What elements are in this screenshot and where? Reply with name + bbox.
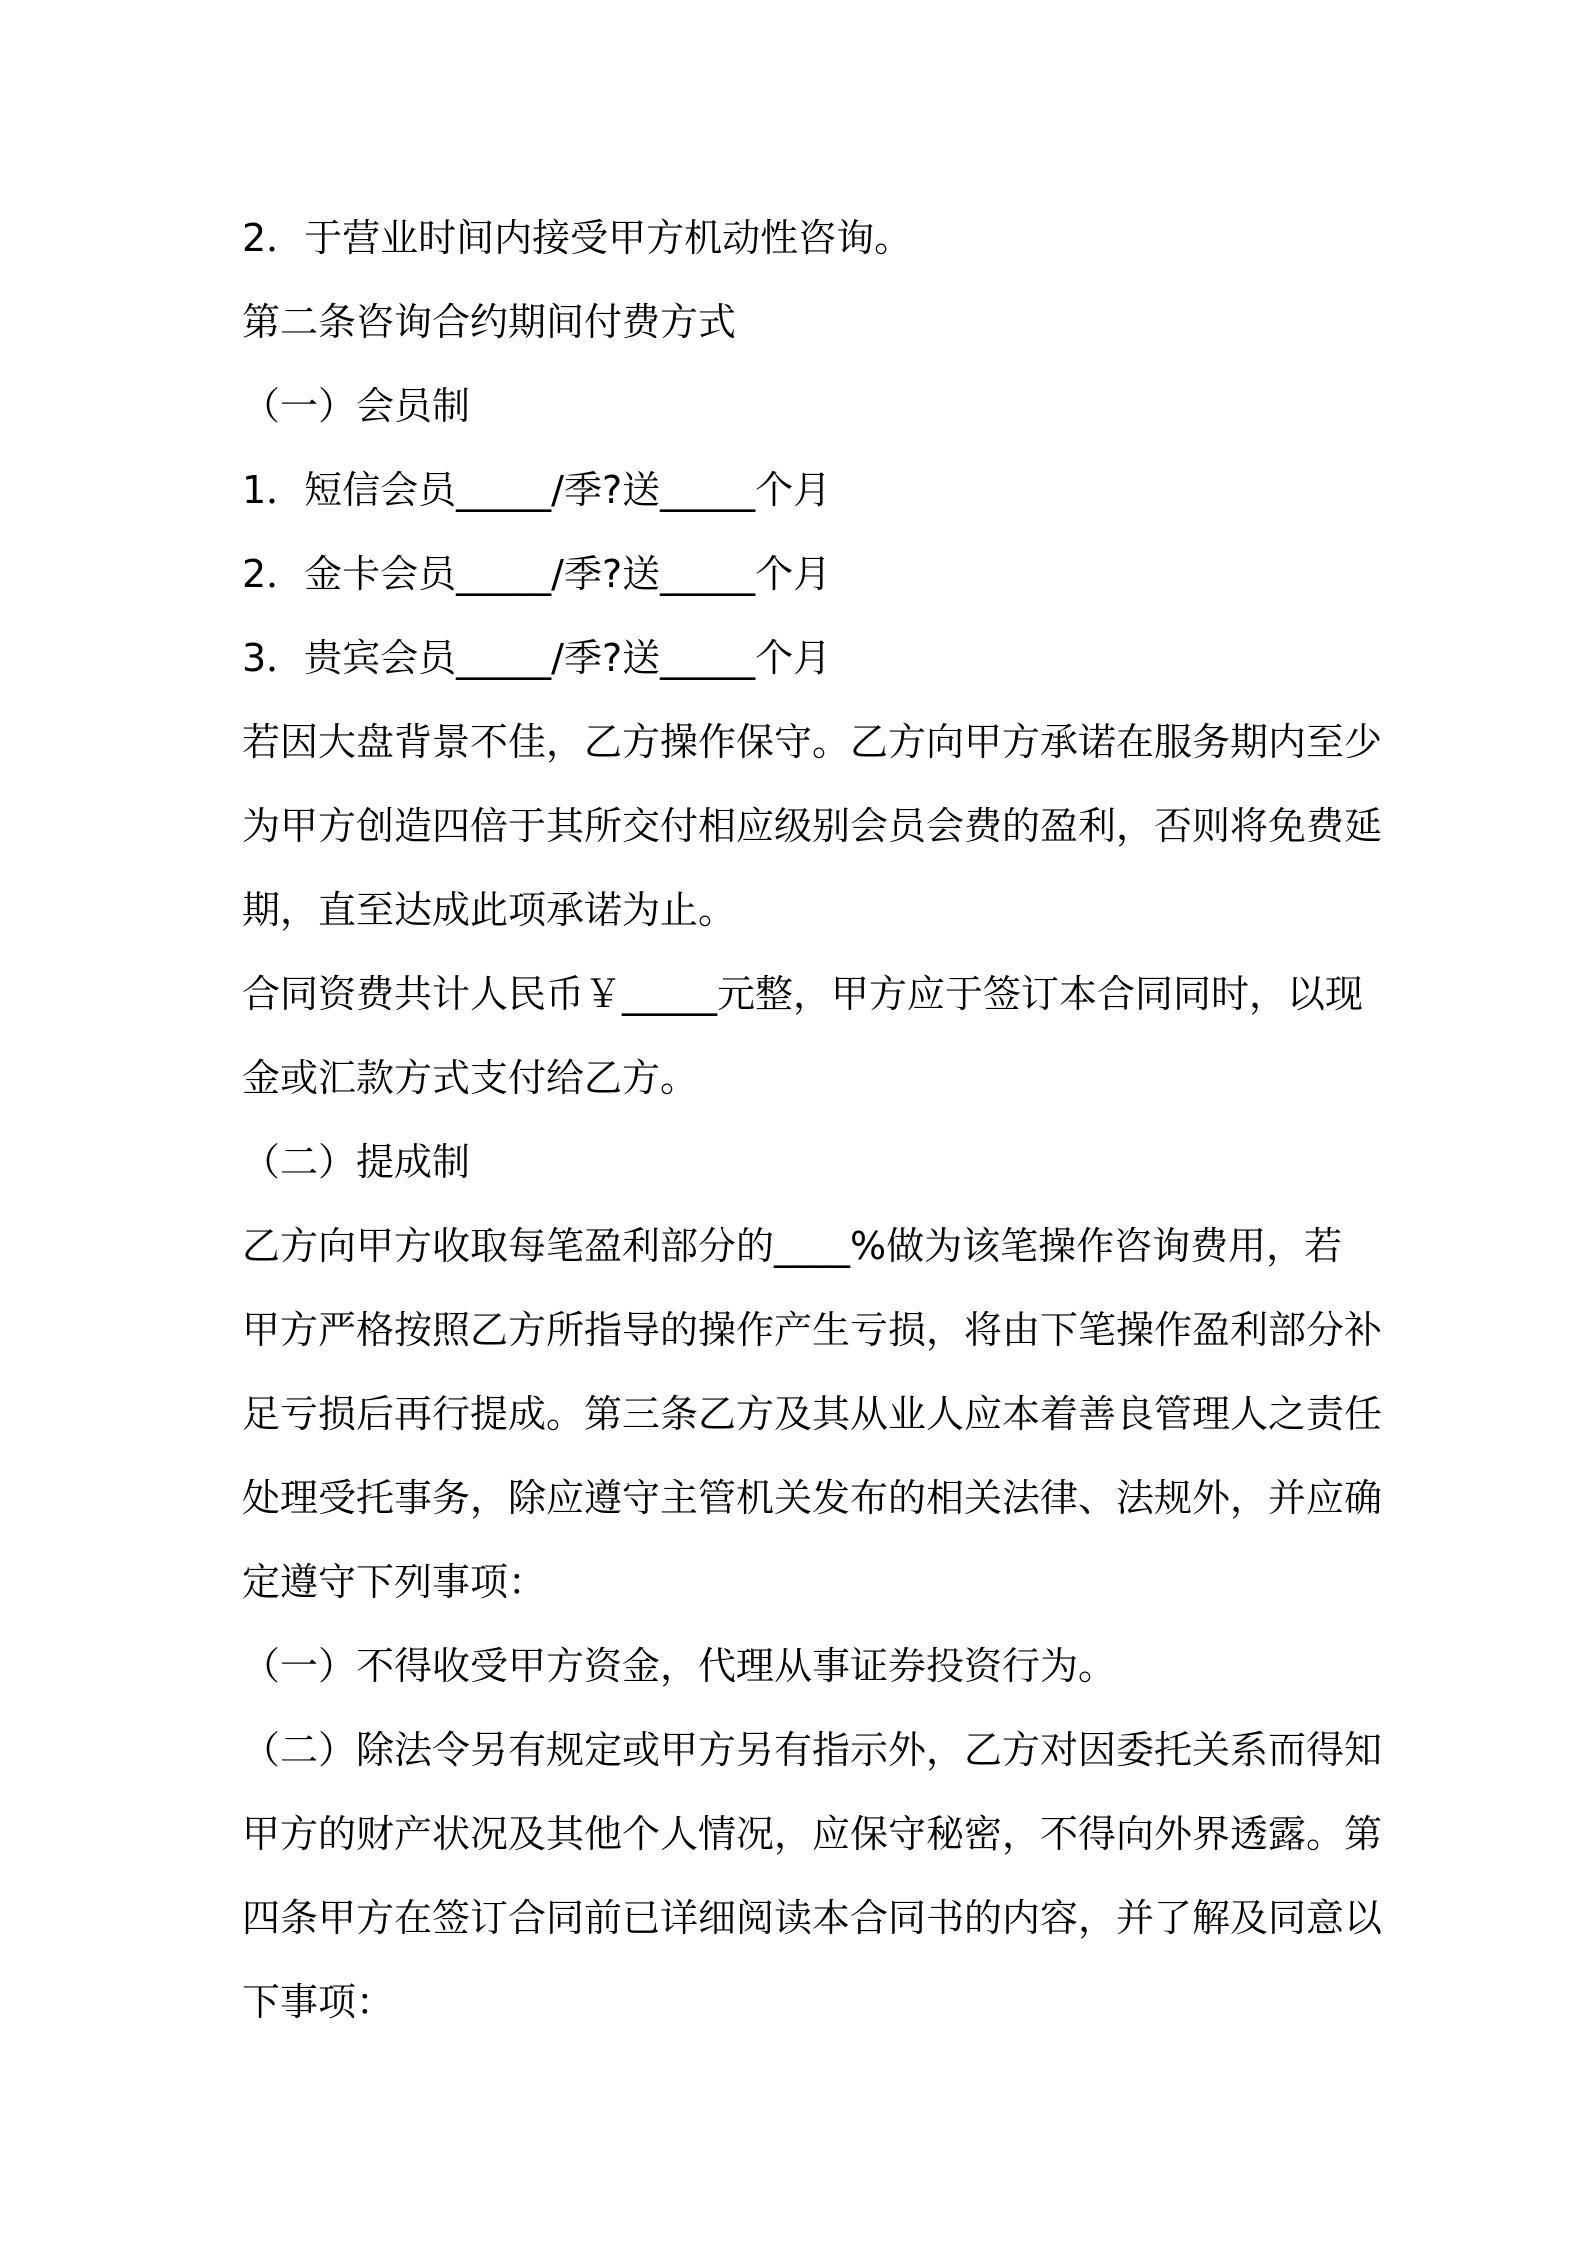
text-line: （二）除法令另有规定或甲方另有指示外，乙方对因委托关系而得知 xyxy=(242,1728,1383,1772)
text-line: 定遵守下列事项： xyxy=(242,1560,547,1604)
text-line: 若因大盘背景不佳，乙方操作保守。乙方向甲方承诺在服务期内至少 xyxy=(242,720,1383,764)
subsection-heading: （二）提成制 xyxy=(242,1140,471,1184)
text-line: 为甲方创造四倍于其所交付相应级别会员会费的盈利，否则将免费延 xyxy=(242,804,1383,848)
text-line: 四条甲方在签订合同前已详细阅读本合同书的内容，并了解及同意以 xyxy=(242,1896,1383,1940)
text-line: 甲方严格按照乙方所指导的操作产生亏损，将由下笔操作盈利部分补 xyxy=(242,1308,1383,1352)
list-item: 2．金卡会员_____/季?送_____个月 xyxy=(242,552,832,596)
list-item: 1．短信会员_____/季?送_____个月 xyxy=(242,468,832,512)
text-line: 期，直至达成此项承诺为止。 xyxy=(242,888,737,932)
text-line: 甲方的财产状况及其他个人情况，应保守秘密，不得向外界透露。第 xyxy=(242,1812,1383,1856)
text-line: 合同资费共计人民币￥_____元整，甲方应于签订本合同同时，以现 xyxy=(242,972,1364,1016)
text-line: 足亏损后再行提成。第三条乙方及其从业人应本着善良管理人之责任 xyxy=(242,1392,1383,1436)
text-line: 金或汇款方式支付给乙方。 xyxy=(242,1056,699,1100)
text-line: （一）不得收受甲方资金，代理从事证券投资行为。 xyxy=(242,1644,1117,1688)
list-item: 3．贵宾会员_____/季?送_____个月 xyxy=(242,636,832,680)
subsection-heading: （一）会员制 xyxy=(242,384,471,428)
document-body xyxy=(242,196,1383,2044)
text-line: 乙方向甲方收取每笔盈利部分的____%做为该笔操作咨询费用，若 xyxy=(242,1224,1343,1268)
text-line: 下事项： xyxy=(242,1980,395,2024)
text-line: 2．于营业时间内接受甲方机动性咨询。 xyxy=(242,216,913,260)
text-line: 处理受托事务，除应遵守主管机关发布的相关法律、法规外，并应确 xyxy=(242,1476,1383,1520)
section-heading: 第二条咨询合约期间付费方式 xyxy=(242,300,737,344)
